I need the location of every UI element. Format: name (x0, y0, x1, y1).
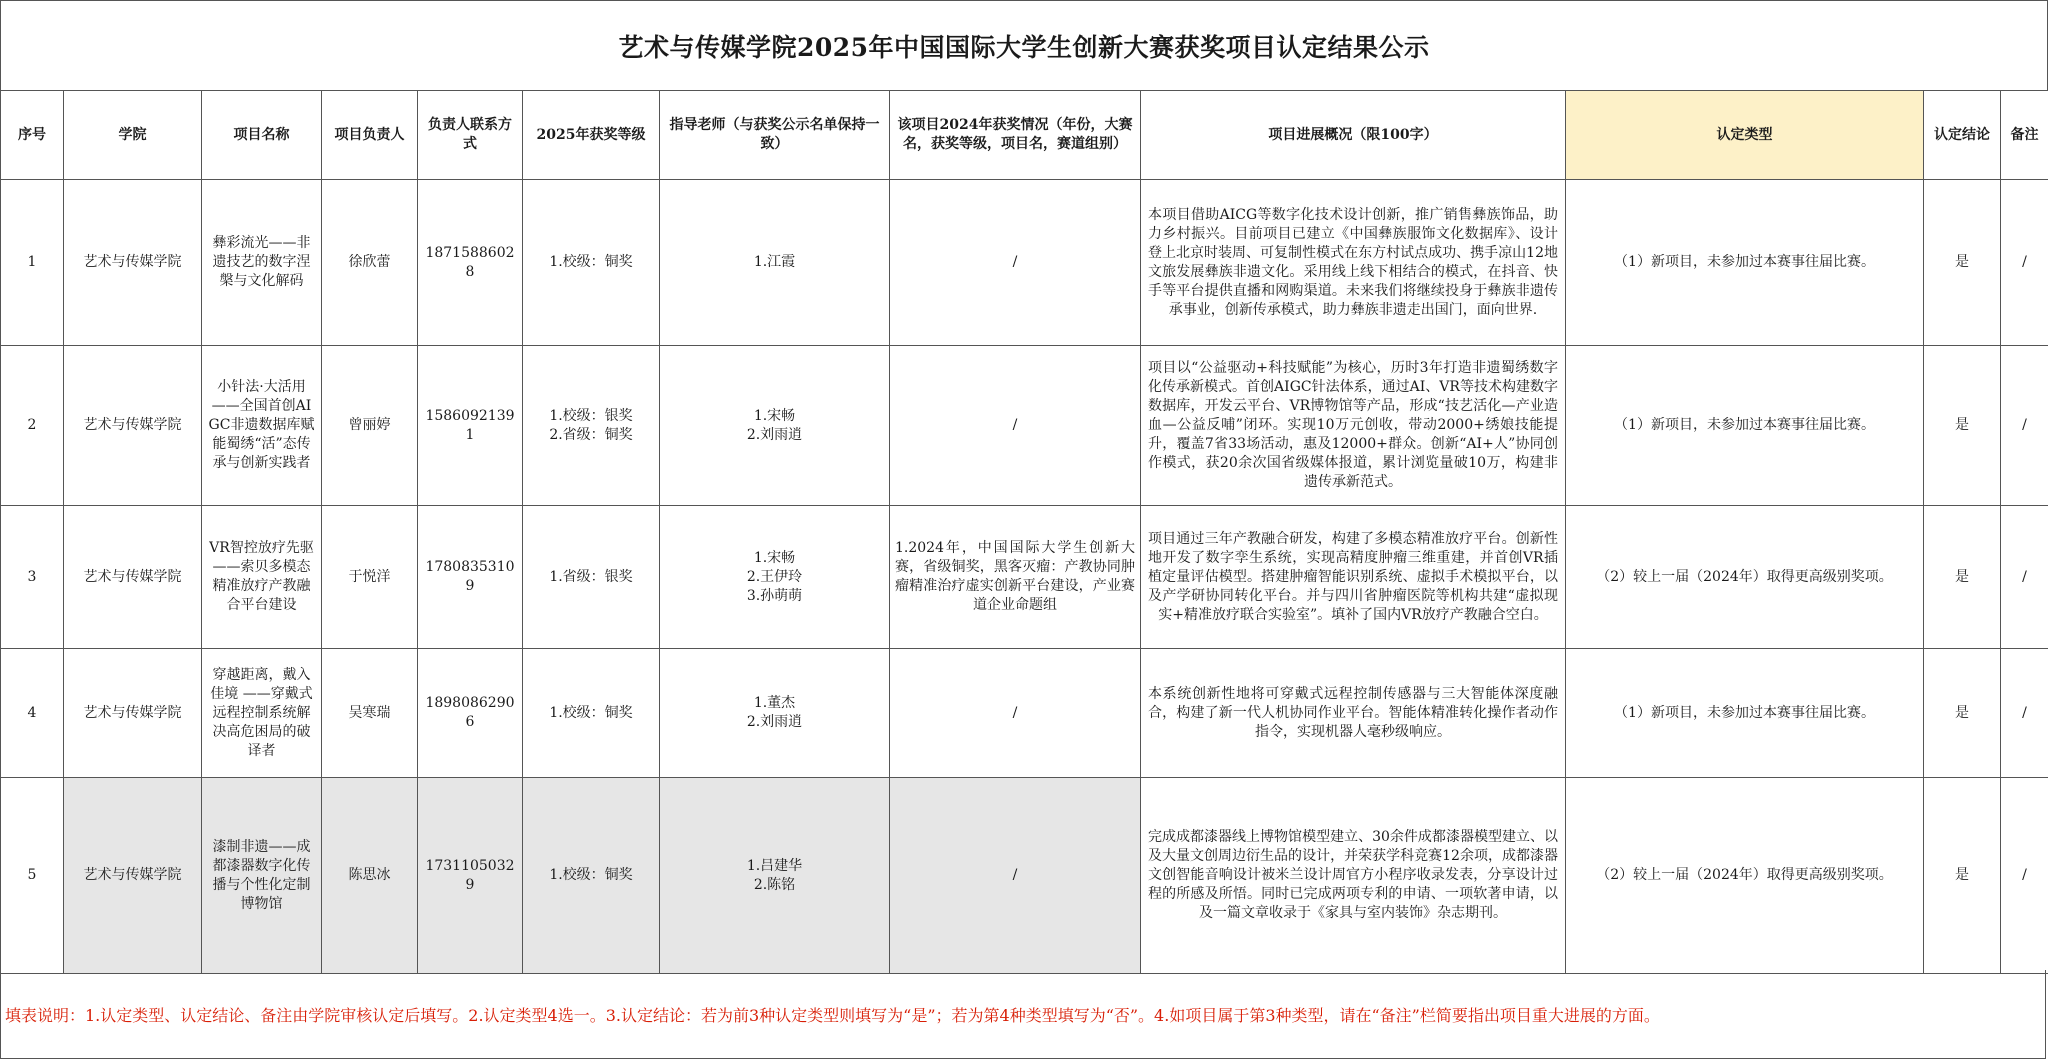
cell-project: 漆制非遗——成都漆器数字化传播与个性化定制博物馆 (202, 778, 322, 974)
header-project: 项目名称 (202, 91, 322, 180)
cell-seq: 5 (1, 778, 64, 974)
cell-contact: 15860921391 (418, 346, 523, 506)
results-table (0, 90, 2048, 974)
header-contact: 负责人联系方式 (418, 91, 523, 180)
cell-progress: 项目以“公益驱动+科技赋能”为核心，历时3年打造非遗蜀绣数字化传承新模式。首创AIGC针法体系，通过AI、VR等技术构建数字数据库，开发云平台、VR博物馆等产品，形成“技艺活化—产业造血—公益反哺”闭环。实现10万元创收，带动2000+绣娘技能提升，覆盖7省33场活动，惠及12000+群众。创新“AI+人”协同创作模式，获20余次国省级媒体报道，累计浏览量破10万，构建非遗传承新范式。 (1141, 346, 1566, 506)
cell-progress: 完成成都漆器线上博物馆模型建立、30余件成都漆器模型建立、以及大量文创周边衍生品的设计，并荣获学科竞赛12余项，成都漆器文创智能音响设计被米兰设计周官方小程序收录发表，分享设计过程的所感及所悟。同时已完成两项专利的申请、一项软著申请，以及一篇文章收录于《家具与室内装饰》杂志期刊。 (1141, 778, 1566, 974)
cell-award-2025 (523, 649, 660, 778)
header-conclusion: 认定结论 (1924, 91, 2001, 180)
cell-progress: 项目通过三年产教融合研发，构建了多模态精准放疗平台。创新性地开发了数字孪生系统，实现高精度肿瘤三维重建，并首创VR插植定量评估模型。搭建肿瘤智能识别系统、虚拟手术模拟平台，以及产学研协同转化平台。并与四川省肿瘤医院等机构共建“虚拟现实+精准放疗联合实验室”。填补了国内VR放疗产教融合空白。 (1141, 506, 1566, 649)
header-seq: 序号 (1, 91, 64, 180)
cell-leader: 于悦洋 (322, 506, 418, 649)
advisor-item: 3.孙萌萌 (746, 587, 803, 604)
cell-leader: 吴寒瑞 (322, 649, 418, 778)
cell-type: （1）新项目，未参加过本赛事往届比赛。 (1566, 180, 1924, 346)
cell-conclusion: 是 (1924, 180, 2001, 346)
cell-seq: 2 (1, 346, 64, 506)
cell-leader: 徐欣蕾 (322, 180, 418, 346)
advisor-item: 2.陈铭 (753, 876, 796, 893)
table-body (1, 180, 2048, 974)
cell-advisor (660, 506, 890, 649)
cell-progress: 本项目借助AICG等数字化技术设计创新，推广销售彝族饰品，助力乡村振兴。目前项目已建立《中国彝族服饰文化数据库》、设计登上北京时装周、可复制性模式在东方村试点成功、携手凉山12地文旅发展彝族非遗文化。采用线上线下相结合的模式，在抖音、快手等平台提供直播和网购渠道。未来我们将继续投身于彝族非遗传承事业，创新传承模式，助力彝族非遗走出国门，面向世界. (1141, 180, 1566, 346)
cell-project: 小针法·大活用——全国首创AIGC非遗数据库赋能蜀绣“活”态传承与创新实践者 (202, 346, 322, 506)
cell-college: 艺术与传媒学院 (64, 346, 202, 506)
cell-conclusion: 是 (1924, 506, 2001, 649)
header-type: 认定类型 (1566, 91, 1924, 180)
cell-seq: 4 (1, 649, 64, 778)
cell-type: （2）较上一届（2024年）取得更高级别奖项。 (1566, 506, 1924, 649)
cell-type: （1）新项目，未参加过本赛事往届比赛。 (1566, 346, 1924, 506)
advisor-item: 1.江霞 (753, 254, 796, 270)
cell-remark: / (2001, 180, 2048, 346)
cell-type: （2）较上一届（2024年）取得更高级别奖项。 (1566, 778, 1924, 974)
header-award-2025: 2025年获奖等级 (523, 91, 660, 180)
cell-remark: / (2001, 346, 2048, 506)
header-advisor: 指导老师（与获奖公示名单保持一致） (660, 91, 890, 180)
cell-progress: 本系统创新性地将可穿戴式远程控制传感器与三大智能体深度融合，构建了新一代人机协同作业平台。智能体精准转化操作者动作指令，实现机器人毫秒级响应。 (1141, 649, 1566, 778)
header-award-2024: 该项目2024年获奖情况（年份，大赛名，获奖等级，项目名，赛道组别） (890, 91, 1141, 180)
fill-instructions: 填表说明：1.认定类型、认定结论、备注由学院审核认定后填写。2.认定类型4选一。3.认定结论：若为前3种认定类型则填写为“是”；若为第4种类型填写为“否”。4.如项目属于第3种类型，请在“备注”栏简要指出项目重大进展的方面。 (0, 970, 2046, 1059)
cell-college: 艺术与传媒学院 (64, 180, 202, 346)
cell-college: 艺术与传媒学院 (64, 649, 202, 778)
award-item: 1.校级：银奖 (549, 407, 633, 424)
cell-remark: / (2001, 649, 2048, 778)
cell-award-2024: / (890, 778, 1141, 974)
advisor-item: 1.宋畅 (753, 407, 796, 424)
award-item: 1.校级：铜奖 (549, 704, 633, 721)
cell-award-2025 (523, 346, 660, 506)
header-remark: 备注 (2001, 91, 2048, 180)
cell-award-2024: / (890, 346, 1141, 506)
award-item: 1.省级：银奖 (549, 568, 633, 585)
cell-leader: 曾丽婷 (322, 346, 418, 506)
table-row (1, 649, 2048, 778)
award-item: 2.省级：铜奖 (549, 426, 633, 443)
cell-advisor (660, 180, 890, 346)
cell-award-2024: 1.2024年，中国国际大学生创新大赛，省级铜奖，黑客灭瘤：产教协同肿瘤精准治疗虚实创新平台建设，产业赛道企业命题组 (890, 506, 1141, 649)
cell-conclusion: 是 (1924, 649, 2001, 778)
header-leader: 项目负责人 (322, 91, 418, 180)
cell-conclusion: 是 (1924, 346, 2001, 506)
header-row (1, 91, 2048, 180)
cell-college: 艺术与传媒学院 (64, 778, 202, 974)
cell-award-2024: / (890, 649, 1141, 778)
cell-remark: / (2001, 506, 2048, 649)
cell-advisor (660, 778, 890, 974)
cell-contact: 17311050329 (418, 778, 523, 974)
advisor-item: 1.吕建华 (746, 857, 803, 874)
sheet-title: 艺术与传媒学院2025年中国国际大学生创新大赛获奖项目认定结果公示 (0, 0, 2048, 91)
cell-award-2025 (523, 506, 660, 649)
cell-contact: 18980862906 (418, 649, 523, 778)
cell-type: （1）新项目，未参加过本赛事往届比赛。 (1566, 649, 1924, 778)
advisor-item: 2.王伊玲 (746, 568, 803, 585)
cell-contact: 18715886028 (418, 180, 523, 346)
table-row (1, 506, 2048, 649)
advisor-item: 2.刘雨逍 (746, 426, 803, 443)
cell-leader: 陈思冰 (322, 778, 418, 974)
cell-project: 彝彩流光——非遗技艺的数字涅槃与文化解码 (202, 180, 322, 346)
cell-project: 穿越距离，戴入佳境 ——穿戴式远程控制系统解决高危困局的破译者 (202, 649, 322, 778)
table-row (1, 180, 2048, 346)
table-row (1, 346, 2048, 506)
cell-advisor (660, 346, 890, 506)
advisor-item: 1.宋畅 (753, 549, 796, 566)
award-item: 1.校级：铜奖 (549, 254, 633, 270)
table-row (1, 778, 2048, 974)
cell-remark: / (2001, 778, 2048, 974)
cell-contact: 17808353109 (418, 506, 523, 649)
cell-conclusion: 是 (1924, 778, 2001, 974)
header-college: 学院 (64, 91, 202, 180)
cell-award-2025 (523, 180, 660, 346)
advisor-item: 2.刘雨逍 (746, 714, 803, 730)
cell-advisor (660, 649, 890, 778)
cell-seq: 3 (1, 506, 64, 649)
cell-project: VR智控放疗先驱——索贝多模态精准放疗产教融合平台建设 (202, 506, 322, 649)
award-item: 1.校级：铜奖 (549, 867, 633, 883)
cell-seq: 1 (1, 180, 64, 346)
cell-award-2024: / (890, 180, 1141, 346)
header-progress: 项目进展概况（限100字） (1141, 91, 1566, 180)
cell-college: 艺术与传媒学院 (64, 506, 202, 649)
advisor-item: 1.董杰 (753, 695, 796, 711)
cell-award-2025 (523, 778, 660, 974)
